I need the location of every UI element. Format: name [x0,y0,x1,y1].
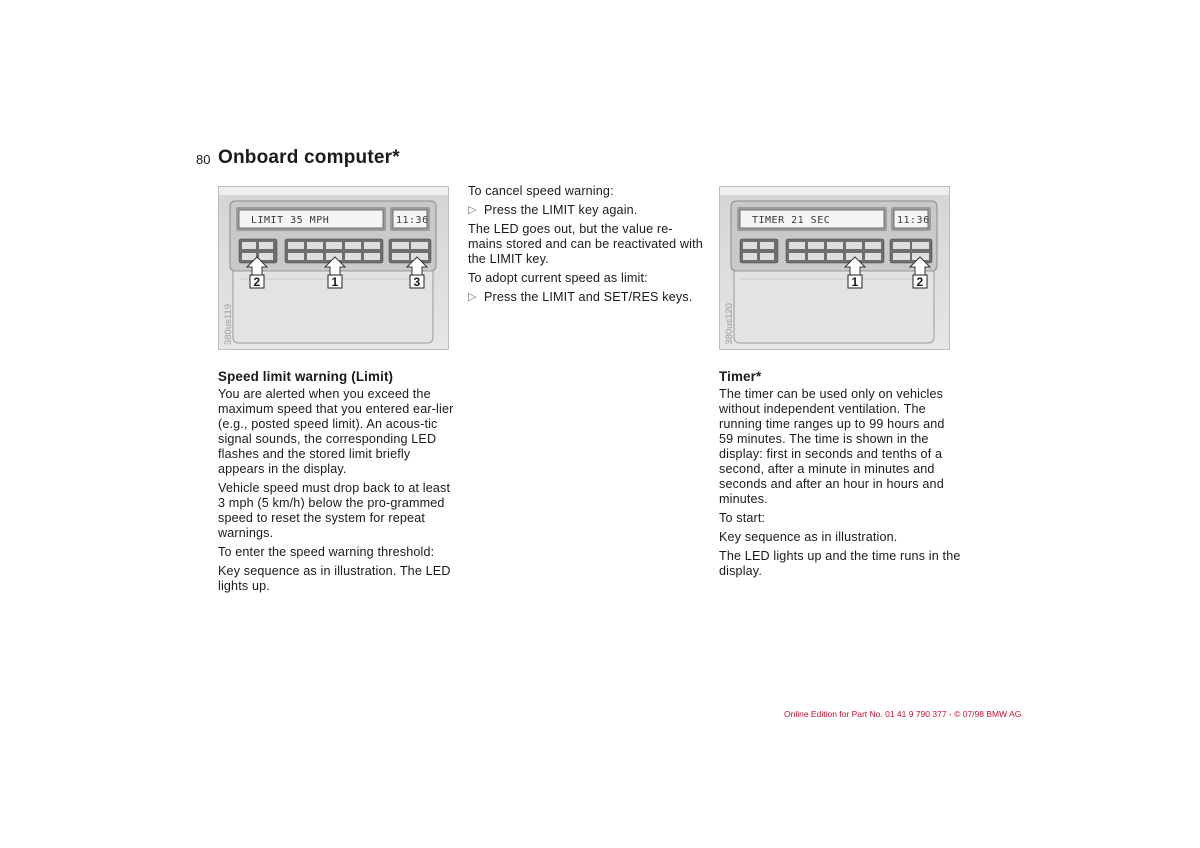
callout-2: 2 [253,275,261,289]
figure-code: 380us119 [223,303,234,345]
page-number: 80 [196,152,211,167]
paragraph: To start: [719,511,766,525]
paragraph: Vehicle speed must drop back to at least 3 mph (5 km/h) below the pro-grammed speed to reset the system for repeat warnings. [218,481,451,540]
section-heading: Timer* [719,369,762,384]
timer-section [719,369,961,583]
triangle-bullet-icon: ▷ [468,204,477,216]
lcd-display-text: TIMER 21 SEC [752,215,831,226]
onboard-computer-illustration-limit [219,187,448,349]
paragraph: You are alerted when you exceed the maximum speed that you entered ear-lier (e.g., posted speed limit). An acous-tic signal sounds, the corresponding LED flashes and the stored limit briefly appears in the display. [218,387,454,476]
callout-1: 1 [331,275,339,289]
figure-speed-limit [218,186,449,350]
paragraph: The LED lights up and the time runs in the display. [719,549,961,578]
lcd-display-text: LIMIT 35 MPH [251,215,330,226]
bullet-item: ▷ Press the LIMIT key again. [468,203,638,217]
lcd-clock: 11:36 [897,215,930,226]
paragraph: To cancel speed warning: [468,184,614,198]
section-heading: Speed limit warning (Limit) [218,369,394,384]
figure-code: 380us120 [724,303,735,345]
lcd-clock: 11:36 [396,215,429,226]
callout-1: 1 [851,275,859,289]
paragraph: The LED goes out, but the value re-mains stored and can be reactivated with the LIMIT key. [468,222,703,266]
paragraph: Key sequence as in illustration. The LED lights up. [218,564,451,593]
paragraph: To enter the speed warning threshold: [218,545,435,559]
cancel-speed-warning-section [468,184,706,309]
bullet-item: ▷ Press the LIMIT and SET/RES keys. [468,290,693,304]
figure-timer [719,186,950,350]
speed-limit-section [218,369,460,598]
triangle-bullet-icon: ▷ [468,291,477,303]
callout-3: 3 [413,275,421,289]
page-title: Onboard computer* [218,147,400,168]
callout-2: 2 [916,275,924,289]
onboard-computer-illustration-timer [720,187,949,349]
paragraph: The timer can be used only on vehicles without independent ventilation. The running time ranges up to 99 hours and 59 minutes. The time is shown in the display: first in seconds and tenths of a second, after a minute in minutes and seconds and after an hour in hours and minutes. [719,387,945,506]
footer-edition-note: Online Edition for Part No. 01 41 9 790 377 - © 07/98 BMW AG [784,709,1022,719]
paragraph: To adopt current speed as limit: [468,271,648,285]
paragraph: Key sequence as in illustration. [719,530,898,544]
